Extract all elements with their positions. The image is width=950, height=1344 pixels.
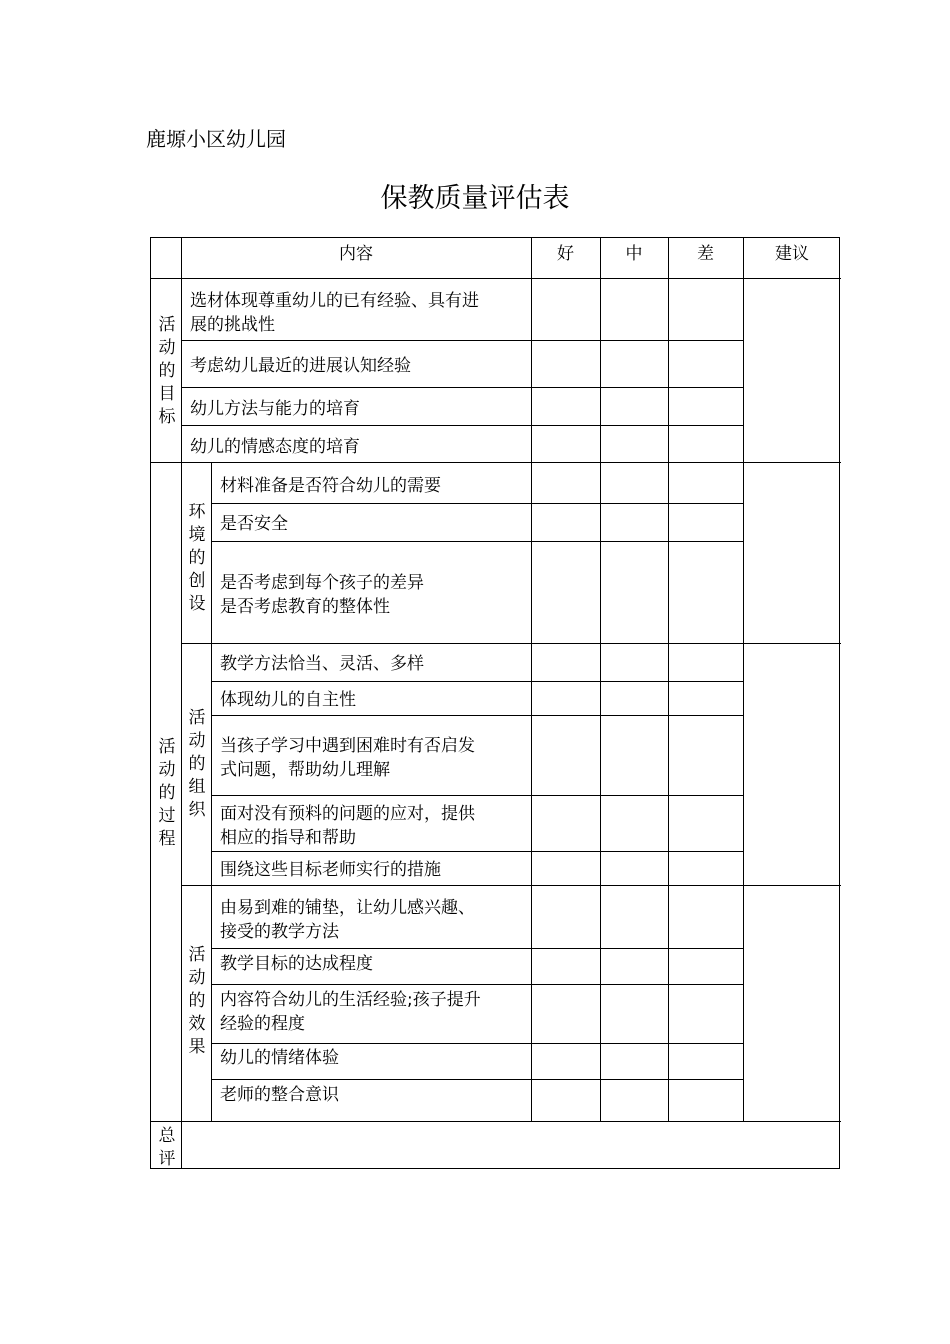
col-line xyxy=(600,238,601,1121)
school-name: 鹿塬小区幼儿园 xyxy=(146,127,286,151)
row-line xyxy=(151,462,841,463)
group-label-environment: 环 境 的 创 设 xyxy=(188,502,206,614)
row-line xyxy=(211,541,743,542)
row-line xyxy=(211,948,743,949)
item-text: 是否考虑教育的整体性 xyxy=(220,597,390,617)
item-text: 接受的教学方法 xyxy=(220,922,339,942)
row-line xyxy=(181,340,743,341)
item-text: 教学目标的达成程度 xyxy=(220,954,373,974)
group-label-goal: 活 动 的 目 标 xyxy=(158,315,176,427)
item-text: 是否考虑到每个孩子的差异 xyxy=(220,573,424,593)
item-text: 当孩子学习中遇到困难时有否启发 xyxy=(220,736,475,756)
row-line xyxy=(211,681,743,682)
col-line xyxy=(668,238,669,1121)
item-text: 面对没有预料的问题的应对，提供 xyxy=(220,804,475,824)
col-line xyxy=(531,238,532,1121)
item-text: 教学方法恰当、灵活、多样 xyxy=(220,654,424,674)
group-label-summary: 总 评 xyxy=(158,1126,176,1169)
item-text: 式问题，帮助幼儿理解 xyxy=(220,760,390,780)
row-line xyxy=(211,984,743,985)
item-text: 老师的整合意识 xyxy=(220,1085,339,1105)
col-line xyxy=(743,238,744,1121)
item-text: 幼儿的情绪体验 xyxy=(220,1048,339,1068)
header-medium: 中 xyxy=(625,244,643,264)
item-text: 体现幼儿的自主性 xyxy=(220,690,356,710)
item-text: 内容符合幼儿的生活经验;孩子提升 xyxy=(220,990,481,1010)
header-content: 内容 xyxy=(339,244,373,264)
form-title: 保教质量评估表 xyxy=(380,183,570,214)
row-line xyxy=(151,278,841,279)
item-text: 考虑幼儿最近的进展认知经验 xyxy=(190,356,411,376)
evaluation-table xyxy=(150,237,840,1169)
item-text: 幼儿方法与能力的培育 xyxy=(190,399,360,419)
header-good: 好 xyxy=(557,244,574,264)
row-line xyxy=(181,387,743,388)
row-line xyxy=(211,1043,743,1044)
item-text: 选材体现尊重幼儿的已有经验、具有进 xyxy=(190,291,479,311)
item-text: 材料准备是否符合幼儿的需要 xyxy=(220,476,441,496)
row-line xyxy=(211,715,743,716)
row-line xyxy=(151,1121,841,1122)
item-text: 经验的程度 xyxy=(220,1014,305,1034)
item-text: 展的挑战性 xyxy=(190,315,275,335)
row-line xyxy=(211,795,743,796)
item-text: 围绕这些目标老师实行的措施 xyxy=(220,860,441,880)
row-line xyxy=(181,425,743,426)
item-text: 由易到难的铺垫，让幼儿感兴趣、 xyxy=(220,898,475,918)
header-suggestion: 建议 xyxy=(775,244,809,264)
item-text: 幼儿的情感态度的培育 xyxy=(190,437,360,457)
row-line xyxy=(181,885,841,886)
row-line xyxy=(211,1079,743,1080)
item-text: 相应的指导和帮助 xyxy=(220,828,356,848)
row-line xyxy=(211,851,743,852)
row-line xyxy=(211,503,743,504)
col-line xyxy=(181,238,182,1169)
group-label-process: 活 动 的 过 程 xyxy=(158,737,176,849)
group-label-effect: 活 动 的 效 果 xyxy=(188,945,206,1057)
row-line xyxy=(181,643,841,644)
group-label-organization: 活 动 的 组 织 xyxy=(188,708,206,820)
item-text: 是否安全 xyxy=(220,514,288,534)
col-line xyxy=(211,462,212,1121)
header-poor: 差 xyxy=(697,244,714,264)
